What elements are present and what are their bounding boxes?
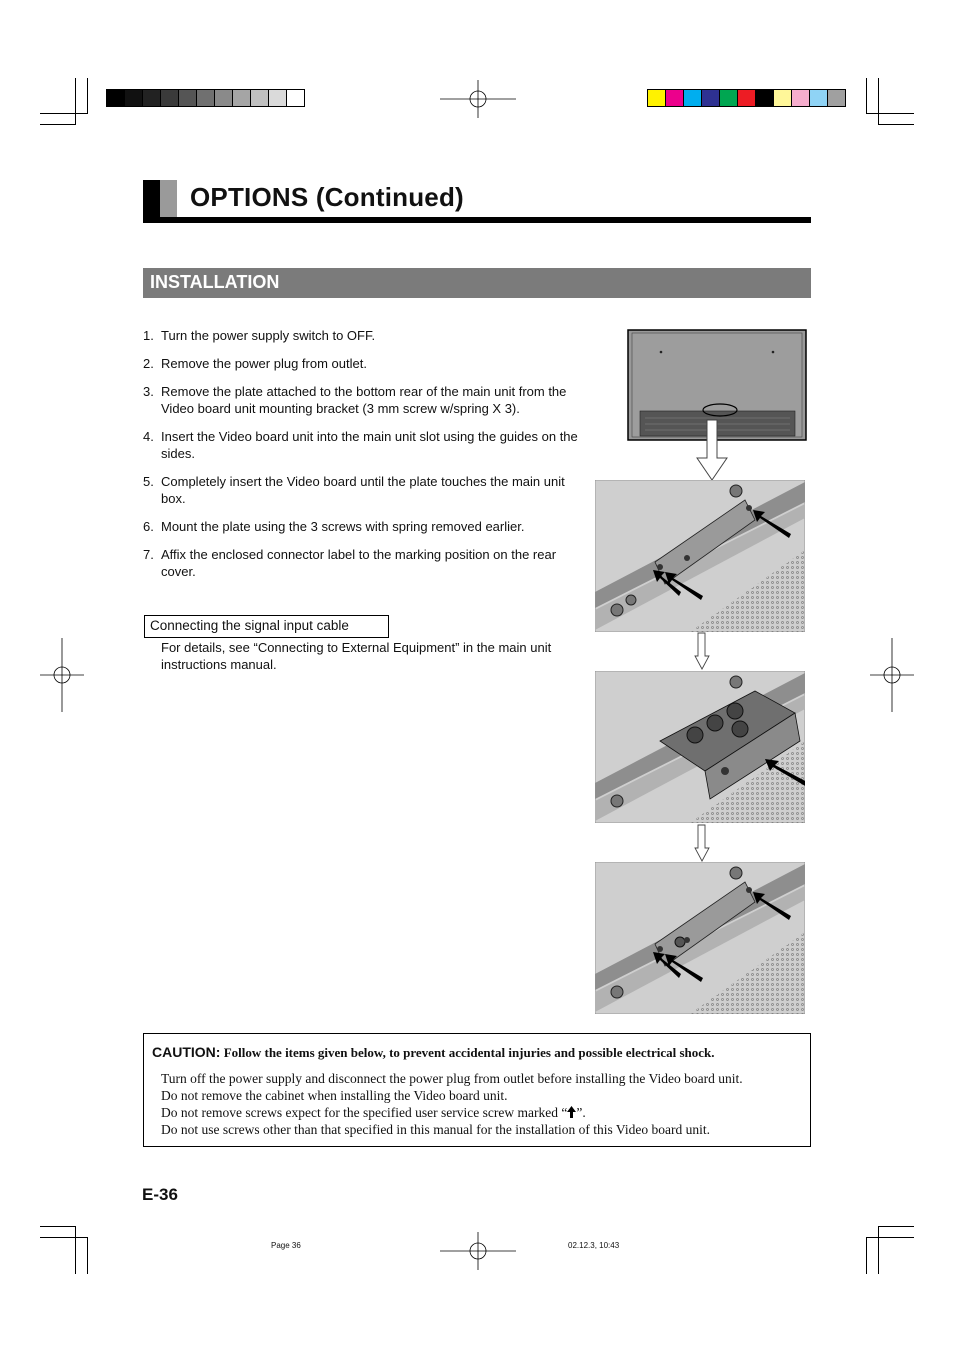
step-text: Completely insert the Video board until the plate touches the main unit box. xyxy=(161,474,565,506)
color-swatch xyxy=(107,90,125,106)
color-swatch xyxy=(197,90,215,106)
registration-target-bottom xyxy=(440,1232,516,1270)
signal-cable-heading xyxy=(144,615,389,638)
title-accent-grey xyxy=(160,180,177,218)
section-header-bar xyxy=(143,268,811,298)
title-accent-dark xyxy=(143,180,160,218)
process-color-bar xyxy=(647,89,846,107)
step-item xyxy=(143,355,588,372)
board-insertion-illustration xyxy=(595,671,805,823)
color-swatch xyxy=(287,90,304,106)
step-number: 1. xyxy=(143,328,154,343)
caution-list xyxy=(161,1070,743,1138)
caution-label: CAUTION: xyxy=(152,1044,221,1060)
page-title-block xyxy=(143,180,811,224)
page-title: OPTIONS (Continued) xyxy=(190,182,464,212)
color-swatch xyxy=(648,90,666,106)
step-item xyxy=(143,518,588,535)
step-text: Mount the plate using the 3 screws with spring removed earlier. xyxy=(161,519,525,534)
caution-line xyxy=(161,1104,743,1121)
color-swatch xyxy=(810,90,828,106)
color-swatch xyxy=(215,90,233,106)
page-number: E-36 xyxy=(142,1185,178,1204)
step-text: Affix the enclosed connector label to the marking position on the rear cover. xyxy=(161,547,557,579)
step-number: 4. xyxy=(143,429,154,444)
color-swatch xyxy=(828,90,845,106)
caution-line-end: ”. xyxy=(576,1105,586,1120)
color-swatch xyxy=(756,90,774,106)
color-swatch xyxy=(125,90,143,106)
arrow-down-icon xyxy=(693,824,711,862)
color-swatch xyxy=(774,90,792,106)
step-number: 3. xyxy=(143,384,154,399)
step-number: 2. xyxy=(143,356,154,371)
title-rule xyxy=(143,217,811,223)
step-text: Turn the power supply switch to OFF. xyxy=(161,328,376,343)
grayscale-color-bar xyxy=(106,89,305,107)
color-swatch xyxy=(738,90,756,106)
caution-heading-text: Follow the items given below, to prevent accidental injuries and possible electrical shock. xyxy=(223,1045,715,1060)
registration-target-top xyxy=(440,80,516,118)
step-number: 5. xyxy=(143,474,154,489)
caution-line: Turn off the power supply and disconnect the power plug from outlet before installing the Video board unit. xyxy=(161,1071,743,1086)
footer-timestamp: 02.12.3, 10:43 xyxy=(568,1241,620,1250)
step-number: 7. xyxy=(143,547,154,562)
signal-cable-text: For details, see “Connecting to External Equipment” in the main unit instructions manual. xyxy=(161,640,552,672)
installation-steps xyxy=(143,327,588,591)
signal-cable-heading-text: Connecting the signal input cable xyxy=(150,618,349,633)
arrow-down-icon xyxy=(694,418,730,482)
caution-heading xyxy=(152,1044,715,1061)
arrow-down-icon xyxy=(693,632,711,670)
color-swatch xyxy=(792,90,810,106)
step-item xyxy=(143,327,588,344)
step-item xyxy=(143,546,588,580)
caution-line: Do not remove the cabinet when installing the Video board unit. xyxy=(161,1088,508,1103)
step-item xyxy=(143,383,588,417)
step-item xyxy=(143,473,588,507)
color-swatch xyxy=(666,90,684,106)
step-number: 6. xyxy=(143,519,154,534)
caution-box xyxy=(143,1033,811,1147)
step-text: Remove the power plug from outlet. xyxy=(161,356,367,371)
color-swatch xyxy=(251,90,269,106)
step-text: Insert the Video board unit into the main unit slot using the guides on the sides. xyxy=(161,429,578,461)
color-swatch xyxy=(233,90,251,106)
section-title: INSTALLATION xyxy=(150,272,280,292)
color-swatch xyxy=(702,90,720,106)
step-item xyxy=(143,428,588,462)
color-swatch xyxy=(143,90,161,106)
color-swatch xyxy=(684,90,702,106)
plate-removal-illustration xyxy=(595,480,805,632)
color-swatch xyxy=(269,90,287,106)
color-swatch xyxy=(161,90,179,106)
plate-mounting-illustration xyxy=(595,862,805,1014)
registration-target-left xyxy=(40,638,84,712)
footer-page-label: Page 36 xyxy=(271,1241,301,1250)
screw-mark-arrow-up-icon xyxy=(567,1106,576,1118)
caution-line-start: Do not remove screws expect for the specified user service screw marked “ xyxy=(161,1105,568,1120)
caution-line: Do not use screws other than that specified in this manual for the installation of this Video board unit. xyxy=(161,1122,710,1137)
registration-target-right xyxy=(870,638,914,712)
color-swatch xyxy=(720,90,738,106)
color-swatch xyxy=(179,90,197,106)
step-text: Remove the plate attached to the bottom rear of the main unit from the Video board unit mounting bracket (3 mm screw w/spring X 3). xyxy=(161,384,567,416)
